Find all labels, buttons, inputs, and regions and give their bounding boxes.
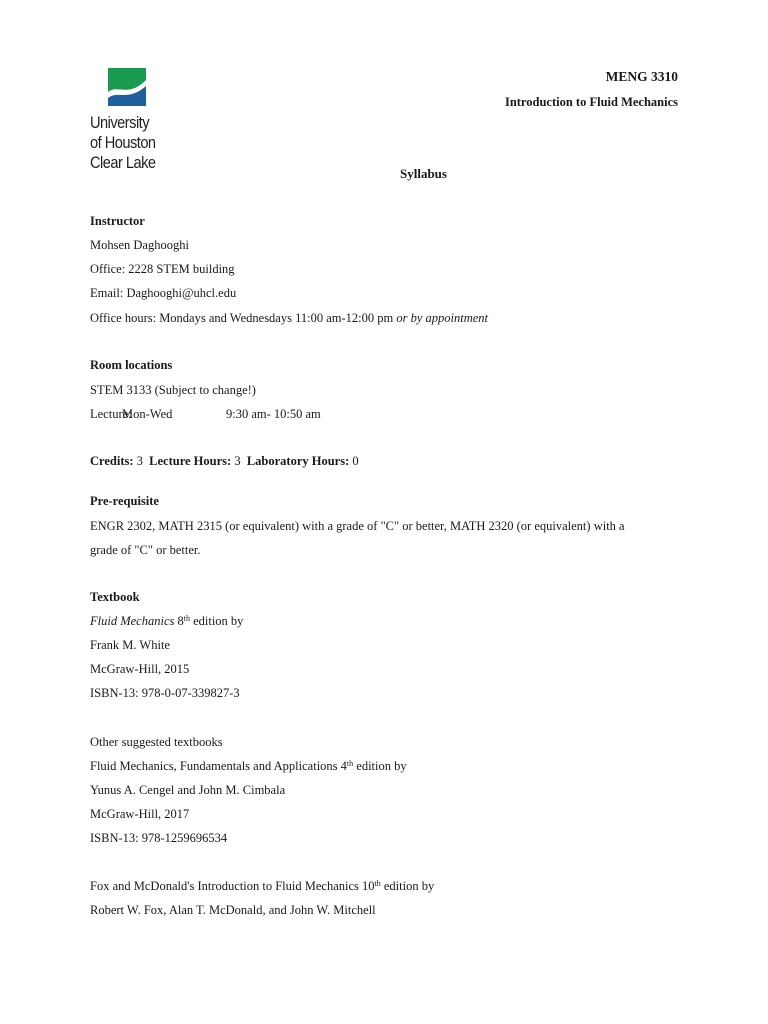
credits-label: Credits: [90, 454, 134, 468]
book1-title-line [90, 759, 407, 774]
office-hours-text: Office hours: Mondays and Wednesdays 11:00 am-12:00 pm [90, 311, 394, 325]
book2-rest: edition by [380, 879, 435, 893]
office-hours [90, 311, 488, 326]
book1-authors: Yunus A. Cengel and John M. Cimbala [90, 783, 286, 797]
textbook-author: Frank M. White [90, 638, 170, 652]
instructor-name: Mohsen Daghooghi [90, 238, 189, 252]
textbook-publisher: McGraw-Hill, 2015 [90, 662, 190, 676]
book1-rest: edition by [353, 759, 407, 773]
logo-line-3: Clear Lake [90, 153, 156, 172]
room-heading: Room locations [90, 358, 173, 372]
textbook-edition-rest: edition by [189, 614, 244, 628]
prereq-line-2: grade of "C" or better. [90, 543, 201, 557]
book2-title: Fox and McDonald's Introduction to Fluid Mechanics 10 [90, 879, 375, 893]
textbook-heading: Textbook [90, 590, 140, 604]
textbook-edition-num: 8 [177, 614, 184, 628]
textbook-edition-sup: th [183, 614, 190, 623]
book2-sup: th [374, 879, 381, 888]
book2-title-line [90, 879, 434, 894]
lecture-hours-label: Lecture Hours: [149, 454, 232, 468]
room-location: STEM 3133 (Subject to change!) [90, 383, 256, 397]
prereq-heading: Pre-requisite [90, 494, 159, 508]
lecture-label: Lecture: [90, 407, 132, 421]
credits-value: 3 [136, 454, 143, 468]
book2-authors: Robert W. Fox, Alan T. McDonald, and John W. Mitchell [90, 903, 376, 917]
logo-line-1: University [90, 113, 150, 132]
textbook-isbn: ISBN-13: 978-0-07-339827-3 [90, 686, 240, 700]
lecture-days: Mon-Wed [122, 407, 173, 421]
course-title: Introduction to Fluid Mechanics [504, 95, 678, 109]
textbook-title-line [90, 614, 243, 629]
book1-isbn: ISBN-13: 978-1259696534 [90, 831, 228, 845]
lab-hours-label: Laboratory Hours: [246, 454, 350, 468]
instructor-office: Office: 2228 STEM building [90, 262, 235, 276]
uhcl-logo-mark-icon [108, 68, 146, 106]
page-title: Syllabus [400, 166, 447, 181]
prereq-line-1: ENGR 2302, MATH 2315 (or equivalent) with a grade of "C" or better, MATH 2320 (or equivalent) with a [90, 519, 625, 533]
logo-line-2: of Houston [90, 133, 156, 152]
office-hours-appointment: or by appointment [396, 311, 489, 325]
logo-wordmark [90, 113, 156, 173]
book1-title: Fluid Mechanics, Fundamentals and Applications 4 [90, 759, 347, 773]
credits-line [90, 454, 359, 469]
book1-publisher: McGraw-Hill, 2017 [90, 807, 190, 821]
textbook-title: Fluid Mechanics [90, 614, 175, 628]
lab-hours-value: 0 [352, 454, 359, 468]
course-code: MENG 3310 [605, 69, 678, 84]
instructor-email: Email: Daghooghi@uhcl.edu [90, 286, 237, 300]
lecture-time: 9:30 am- 10:50 am [226, 407, 321, 421]
other-books-heading: Other suggested textbooks [90, 735, 223, 749]
book1-sup: th [346, 759, 354, 768]
instructor-heading: Instructor [90, 214, 145, 228]
lecture-hours-value: 3 [234, 454, 241, 468]
